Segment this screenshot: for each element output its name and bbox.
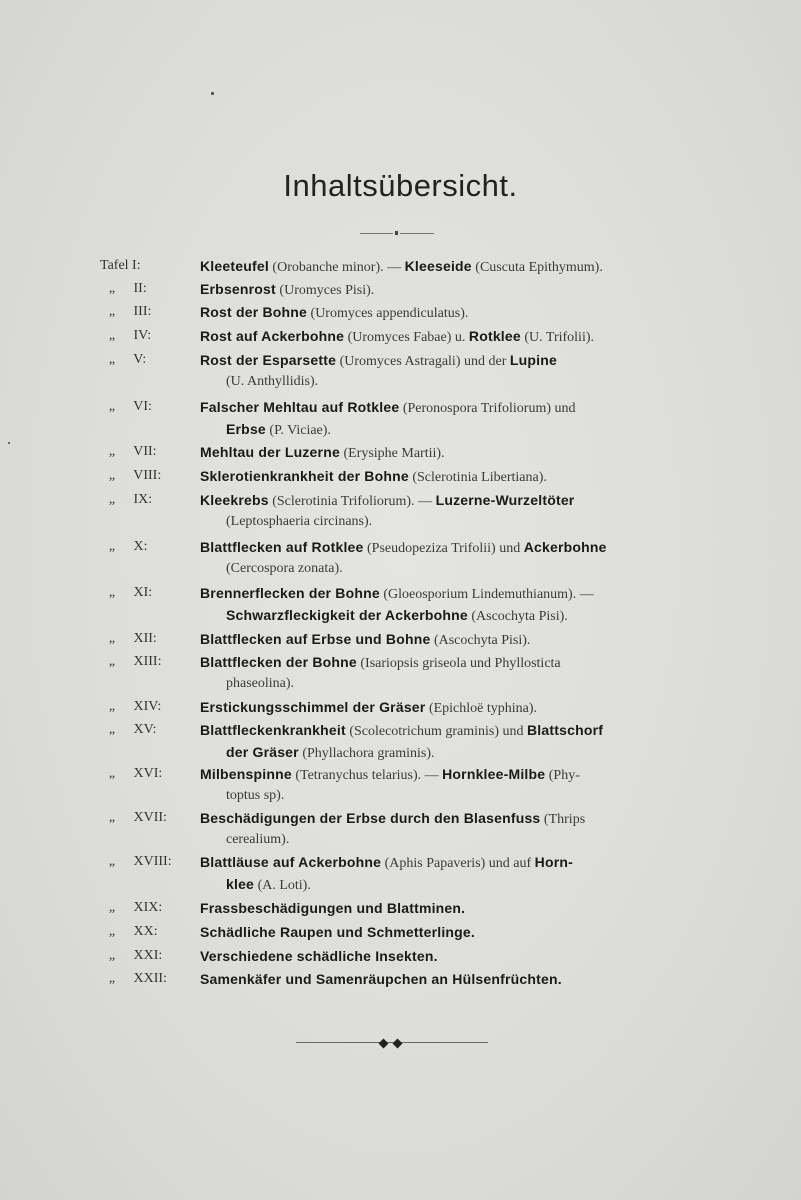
subject-name: Schädliche Raupen und Schmetterlinge. (200, 924, 476, 940)
plate-description (200, 583, 688, 627)
ditto-mark: „ (108, 900, 116, 915)
subject-name: Blattflecken der Bohne (200, 654, 357, 670)
plate-description (200, 764, 688, 806)
ditto-mark: „ (108, 766, 116, 781)
subject-name: Horn- (534, 854, 573, 870)
ditto-mark: „ (108, 971, 116, 986)
subject-name: Hornklee-Milbe (442, 766, 546, 782)
description-line (200, 326, 688, 348)
description-line (200, 742, 688, 764)
plate-number (100, 442, 202, 462)
description-line (200, 629, 688, 651)
plate-description (200, 256, 688, 278)
subject-name: Blattschorf (527, 722, 604, 738)
plate-label: Tafel I: (100, 258, 141, 273)
plate-number (100, 764, 202, 784)
scientific-name: (Sclerotinia Libertiana). (408, 470, 547, 485)
scientific-name: (Thrips (540, 812, 586, 827)
description-line (200, 674, 688, 694)
plate-number (100, 946, 202, 966)
plate-description (200, 629, 688, 651)
plate-description (200, 720, 688, 764)
scientific-name: (Sclerotinia Trifoliorum). — (268, 494, 436, 509)
ditto-mark: „ (108, 924, 116, 939)
scientific-name: (Leptosphaeria circinans). (226, 514, 373, 529)
subject-name: Luzerne-Wurzeltöter (435, 492, 575, 508)
scientific-name: (U. Trifolii). (520, 330, 594, 345)
scientific-name: (P. Viciae). (265, 423, 331, 438)
description-line (200, 808, 688, 830)
plate-number (100, 852, 202, 872)
subject-name: Kleeseide (404, 258, 472, 274)
plate-description (200, 652, 688, 694)
subject-name: Rost der Esparsette (200, 352, 337, 368)
description-line (200, 946, 688, 968)
paper-speck (211, 92, 214, 95)
description-line (200, 279, 688, 301)
plate-label: IV: (130, 328, 152, 343)
plate-description (200, 946, 688, 968)
description-line (200, 302, 688, 324)
subject-name: Verschiedene schädliche Insekten. (200, 948, 438, 964)
description-line (200, 372, 688, 392)
scientific-name: (Phyllachora graminis). (298, 746, 435, 761)
subject-name: Mehltau der Luzerne (200, 444, 340, 460)
scientific-name: (Uromyces Astragali) und der (336, 354, 510, 369)
subject-name: Kleeteufel (200, 258, 269, 274)
subject-name: Blattfleckenkrankheit (200, 722, 346, 738)
scientific-name: (Uromyces Fabae) u. (344, 330, 469, 345)
plate-label: VI: (130, 399, 152, 414)
plate-label: XXI: (130, 948, 163, 963)
description-line (200, 583, 688, 605)
subject-name: Milbenspinne (200, 766, 292, 782)
plate-number (100, 302, 202, 322)
plate-description (200, 537, 688, 579)
description-line (200, 697, 688, 719)
ditto-mark: „ (108, 854, 116, 869)
plate-label: XVII: (130, 810, 167, 825)
paper-speck (8, 442, 10, 444)
plate-number (100, 490, 202, 510)
description-line (200, 764, 688, 786)
plate-number (100, 697, 202, 717)
description-line (200, 830, 688, 850)
plate-number (100, 583, 202, 603)
plate-description (200, 922, 688, 944)
description-line (200, 605, 688, 627)
scientific-name: (Cuscuta Epithymum). (471, 260, 603, 275)
plate-label: XXII: (130, 971, 167, 986)
subject-name: Falscher Mehltau auf Rotklee (200, 399, 400, 415)
description-line (200, 256, 688, 278)
description-line (200, 559, 688, 579)
ditto-mark: „ (108, 631, 116, 646)
plate-description (200, 466, 688, 488)
ditto-mark: „ (108, 399, 116, 414)
subject-name: Blattläuse auf Ackerbohne (200, 854, 382, 870)
ditto-mark: „ (108, 539, 116, 554)
plate-label: II: (130, 281, 147, 296)
subject-name: Rost der Bohne (200, 304, 308, 320)
plate-label: XV: (130, 722, 157, 737)
plate-description (200, 279, 688, 301)
title-ornament (360, 230, 434, 236)
scientific-name: cerealium). (226, 832, 290, 847)
plate-label: XX: (130, 924, 158, 939)
plate-description (200, 969, 688, 991)
description-line (200, 350, 688, 372)
plate-label: VIII: (130, 468, 162, 483)
ditto-mark: „ (108, 304, 116, 319)
subject-name: klee (226, 876, 255, 892)
description-line (200, 490, 688, 512)
plate-label: XIX: (130, 900, 163, 915)
ditto-mark: „ (108, 328, 116, 343)
ditto-mark: „ (108, 585, 116, 600)
plate-number (100, 537, 202, 557)
ditto-mark: „ (108, 948, 116, 963)
description-line (200, 852, 688, 874)
plate-description (200, 350, 688, 392)
subject-name: Brennerflecken der Bohne (200, 585, 380, 601)
description-line (200, 397, 688, 419)
description-line (200, 874, 688, 896)
plate-label: VII: (130, 444, 157, 459)
plate-number (100, 326, 202, 346)
description-line (200, 442, 688, 464)
scientific-name: (Pseudopeziza Trifolii) und (363, 541, 524, 556)
plate-description (200, 898, 688, 920)
subject-name: Blattflecken auf Rotklee (200, 539, 364, 555)
plate-label: XIII: (130, 654, 162, 669)
plate-number (100, 720, 202, 740)
plate-description (200, 808, 688, 850)
scientific-name: (Epichloë typhina). (425, 701, 538, 716)
scientific-name: (Orobanche minor). — (268, 260, 405, 275)
plate-description (200, 490, 688, 532)
scientific-name: (Aphis Papaveris) und auf (381, 856, 535, 871)
scientific-name: (Tetranychus telarius). — (291, 768, 443, 783)
description-line (200, 419, 688, 441)
scientific-name: (Ascochyta Pisi). (467, 609, 568, 624)
scientific-name: (Erysiphe Martii). (339, 446, 445, 461)
description-line (200, 922, 688, 944)
scientific-name: (Gloeosporium Lindemuthianum). — (379, 587, 594, 602)
ditto-mark: „ (108, 699, 116, 714)
subject-name: Kleekrebs (200, 492, 269, 508)
subject-name: Erstickungsschimmel der Gräser (200, 699, 426, 715)
description-line (200, 969, 688, 991)
ditto-mark: „ (108, 468, 116, 483)
plate-label: XVI: (130, 766, 163, 781)
plate-number (100, 466, 202, 486)
plate-number (100, 256, 202, 276)
ditto-mark: „ (108, 444, 116, 459)
plate-label: XIV: (130, 699, 162, 714)
ditto-mark: „ (108, 722, 116, 737)
plate-label: XI: (130, 585, 153, 600)
plate-number (100, 922, 202, 942)
plate-label: X: (130, 539, 148, 554)
subject-name: Frassbeschädigungen und Blattminen. (200, 900, 466, 916)
scientific-name: (Scolecotrichum graminis) und (345, 724, 527, 739)
plate-description (200, 397, 688, 441)
scientific-name: (Ascochyta Pisi). (430, 633, 531, 648)
ditto-mark: „ (108, 654, 116, 669)
plate-number (100, 397, 202, 417)
subject-name: Samenkäfer und Samenräupchen an Hülsenfrüchten. (200, 971, 562, 987)
plate-description (200, 302, 688, 324)
scientific-name: (Isariopsis griseola und Phyllosticta (356, 656, 561, 671)
subject-name: Lupine (509, 352, 557, 368)
plate-label: III: (130, 304, 152, 319)
plate-number (100, 808, 202, 828)
ditto-mark: „ (108, 352, 116, 367)
subject-name: Ackerbohne (523, 539, 607, 555)
plate-description (200, 852, 688, 896)
scientific-name: (Cercospora zonata). (226, 561, 343, 576)
scientific-name: (Uromyces appendiculatus). (307, 306, 469, 321)
subject-name: Sklerotienkrankheit der Bohne (200, 468, 409, 484)
plate-label: V: (130, 352, 147, 367)
description-line (200, 898, 688, 920)
scientific-name: toptus sp). (226, 788, 285, 803)
subject-name: Rost auf Ackerbohne (200, 328, 345, 344)
plate-label: XVIII: (130, 854, 172, 869)
scientific-name: (Uromyces Pisi). (275, 283, 375, 298)
subject-name: Rotklee (468, 328, 521, 344)
ditto-mark: „ (108, 492, 116, 507)
description-line (200, 720, 688, 742)
subject-name: Blattflecken auf Erbse und Bohne (200, 631, 431, 647)
plate-number (100, 279, 202, 299)
plate-description (200, 442, 688, 464)
closing-ornament (296, 1039, 488, 1047)
subject-name: der Gräser (226, 744, 299, 760)
ditto-mark: „ (108, 281, 116, 296)
scientific-name: (A. Loti). (254, 878, 311, 893)
description-line (200, 786, 688, 806)
description-line (200, 466, 688, 488)
plate-number (100, 652, 202, 672)
subject-name: Schwarzfleckigkeit der Ackerbohne (226, 607, 468, 623)
subject-name: Beschädigungen der Erbse durch den Blasenfuss (200, 810, 541, 826)
subject-name: Erbse (226, 421, 266, 437)
description-line (200, 512, 688, 532)
scientific-name: (Peronospora Trifoliorum) und (399, 401, 576, 416)
scientific-name: (Phy- (545, 768, 580, 783)
plate-description (200, 326, 688, 348)
scientific-name: phaseolina). (226, 676, 295, 691)
scientific-name: (U. Anthyllidis). (226, 374, 319, 389)
description-line (200, 652, 688, 674)
plate-number (100, 898, 202, 918)
plate-number (100, 969, 202, 989)
plate-number (100, 629, 202, 649)
ditto-mark: „ (108, 810, 116, 825)
page-title: Inhaltsübersicht. (283, 168, 518, 203)
plate-description (200, 697, 688, 719)
subject-name: Erbsenrost (200, 281, 276, 297)
description-line (200, 537, 688, 559)
plate-label: XII: (130, 631, 157, 646)
plate-number (100, 350, 202, 370)
plate-label: IX: (130, 492, 153, 507)
